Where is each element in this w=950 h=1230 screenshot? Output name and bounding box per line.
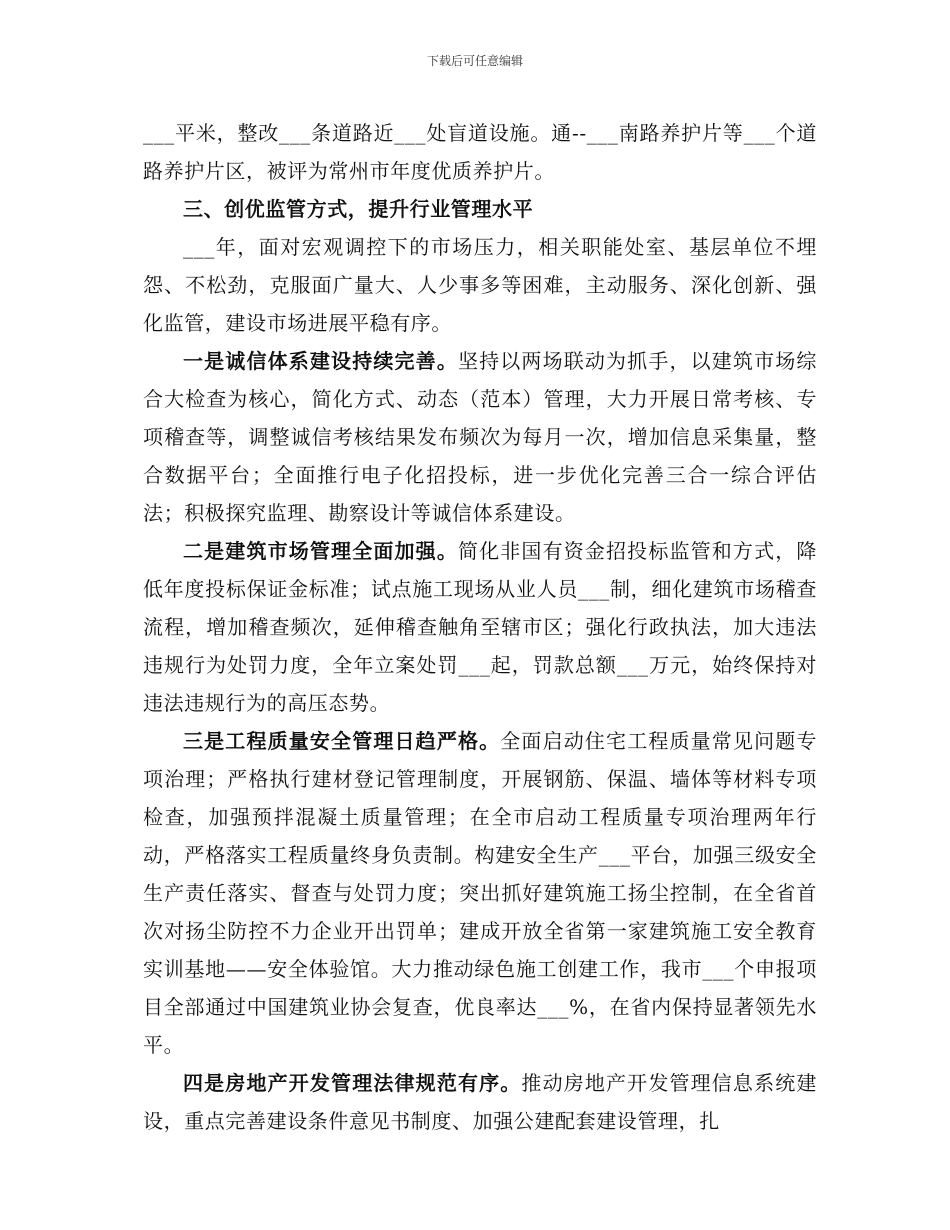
- paragraph-body: 简化非国有资金招投标监管和方式，降低年度投标保证金标准；试点施工现场从业人员___制，细化建筑市场稽查流程，增加稽查频次，延伸稽查触角至辖市区；强化行政执法，加大违法违规行为处罚力度，全年立案处罚___起，罚款总额___万元，始终保持对违法违规行为的高压态势。: [143, 539, 817, 715]
- paragraph-lead: 三是工程质量安全管理日趋严格。: [183, 729, 501, 753]
- paragraph-body: 推动房地产开发管理信息系统建设，重点完善建设条件意见书制度、加强公建配套建设管理，扎: [143, 1071, 817, 1133]
- section-heading-3: 三、创优监管方式，提升行业管理水平: [183, 197, 534, 221]
- paragraph-body: 全面启动住宅工程质量常见问题专项治理；严格执行建材登记管理制度，开展钢筋、保温、墙体等材料专项检查，加强预拌混凝土质量管理；在全市启动工程质量专项治理两年行动，严格落实工程质量终身负责制。构建安全生产___平台，加强三级安全生产责任落实、督查与处罚力度；突出抓好建筑施工扬尘控制，在全省首次对扬尘防控不力企业开出罚单；建成开放全省第一家建筑施工安全教育实训基地——安全体验馆。大力推动绿色施工创建工作，我市___个申报项目全部通过中国建筑业协会复查，优良率达___%，在省内保持显著领先水平。: [143, 729, 818, 1057]
- paragraph-quality-safety: [143, 722, 817, 1064]
- paragraph-intro: ___年，面对宏观调控下的市场压力，相关职能处室、基层单位不埋怨、不松劲，克服面广量大、人少事多等困难，主动服务、深化创新、强化监管，建设市场进展平稳有序。: [143, 235, 817, 335]
- paragraph-real-estate: [143, 1064, 817, 1140]
- page-header: 下载后可任意编辑: [426, 54, 523, 68]
- paragraph-lead: 二是建筑市场管理全面加强。: [183, 539, 458, 563]
- paragraph-body: 坚持以两场联动为抓手，以建筑市场综合大检查为核心，简化方式、动态（范本）管理，大力开展日常考核、专项稽查等，调整诚信考核结果发布频次为每月一次，增加信息采集量，整合数据平台；全面推行电子化招投标，进一步优化完善三合一综合评估法；积极探究监理、勘察设计等诚信体系建设。: [143, 349, 817, 525]
- paragraph-lead: 四是房地产开发管理法律规范有序。: [183, 1071, 522, 1095]
- paragraph-credit-system: [143, 342, 817, 532]
- paragraph-market-management: [143, 532, 817, 722]
- paragraph-lead: 一是诚信体系建设持续完善。: [183, 349, 458, 373]
- paragraph-continuation: ___平米，整改___条道路近___处盲道设施。通--___南路养护片等___个道路养护片区，被评为常州市年度优质养护片。: [143, 121, 817, 183]
- document-body: [143, 114, 817, 1140]
